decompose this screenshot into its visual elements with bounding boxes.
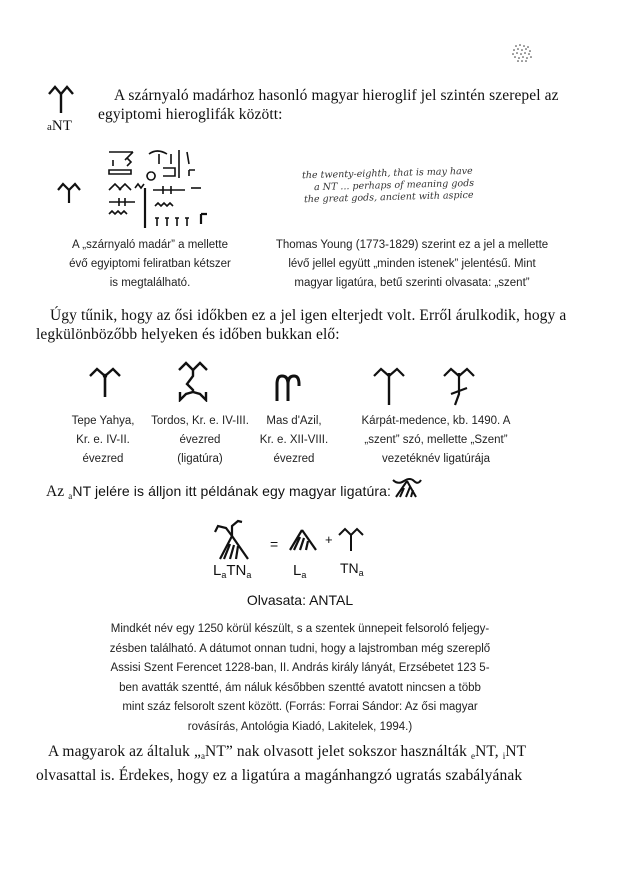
text-part: NT” nak olvasott jelet sokszor használták <box>205 743 471 760</box>
label-part: L <box>293 562 302 579</box>
caption-line: Kárpát-medence, kb. 1490. A <box>361 415 511 427</box>
caption-line: vezetéknév ligatúrája <box>381 453 491 465</box>
label-part: a <box>221 570 227 580</box>
note-line: rovásírás, Antológia Kiadó, Lakitelek, 1994.) <box>187 720 413 733</box>
label-part: TN <box>226 562 247 579</box>
tordos-ligature-glyph <box>176 360 210 402</box>
note-line: zésben található. A dátumot onnan tudni, hogy a lajstromban még szereplő <box>109 642 491 655</box>
caption-line: évezred <box>179 434 221 446</box>
label-part: TN <box>340 560 359 576</box>
handwriting-line: the twenty-eighth, that is may have <box>301 165 473 182</box>
plus-sign: + <box>325 532 333 547</box>
example-caption-tordos <box>140 412 260 469</box>
caption-line: A „szárnyaló madár” a mellette <box>72 239 228 251</box>
page-stamp-mark <box>510 42 534 64</box>
paragraph-spread: Úgy tűnik, hogy az ősi időkben ez a jel igen elterjedt volt. Erről árulkodik, hogy a legkülönbözőbb helyeken és időben bukkan elő: <box>36 307 567 343</box>
example-caption-mas-d-azil <box>244 412 344 469</box>
antal-ligature-inline-glyph <box>392 476 422 498</box>
caption-line: évezred <box>82 453 124 465</box>
szent-surname-ligature-glyph <box>442 364 476 406</box>
final-paragraph <box>36 742 588 785</box>
example-caption-carpathian-basin <box>346 412 526 469</box>
source-note <box>62 620 538 737</box>
la-glyph <box>288 528 318 552</box>
caption-line: Kr. e. IV-II. <box>76 434 130 446</box>
equals-sign: = <box>270 536 279 552</box>
final-line-1 <box>36 742 588 766</box>
label-part: a <box>301 570 307 580</box>
ligature-prefix: Az <box>46 483 69 500</box>
caption-line: magyar ligatúra, betű szerinti olvasata: „szent” <box>294 277 530 289</box>
label-main: NT <box>51 118 72 134</box>
ligature-sub: a <box>68 491 73 501</box>
ant-glyph <box>47 82 75 114</box>
caption-line: Kr. e. XII-VIII. <box>259 434 329 446</box>
antal-ligature-glyph <box>212 518 252 560</box>
caption-line: évezred <box>273 453 315 465</box>
figure-left-caption <box>50 236 250 293</box>
label-part: L <box>213 562 222 579</box>
handwriting-line: a NT ... perhaps of meaning gods <box>313 177 475 194</box>
text-part: A magyarok az általuk „ <box>48 743 201 760</box>
thomas-young-handwriting <box>301 165 475 206</box>
tepe-yahya-glyph <box>88 364 122 398</box>
left-label <box>213 562 251 580</box>
ligature-intro <box>46 482 391 506</box>
label-part: a <box>358 568 364 578</box>
caption-line: Mas d'Azil, <box>266 415 322 427</box>
label-part: a <box>246 570 252 580</box>
text-part: a <box>200 751 206 761</box>
egyptian-hieroglyph-inscription <box>105 148 215 230</box>
caption-line: „szent” szó, mellette „Szent” <box>364 434 508 446</box>
right-label <box>340 560 364 578</box>
note-line: Assisi Szent Ferencet 1228-ban, II. András király lányát, Erzsébetet 123 5- <box>110 662 490 674</box>
note-line: ben avatták szentté, ám náluk későbben szentté avatott nincsen a több <box>119 681 481 694</box>
tna-glyph <box>338 526 364 552</box>
note-line: Mindkét név egy 1250 körül készült, s a szentek ünnepeit felsoroló feljegy- <box>110 623 490 635</box>
caption-line: Tordos, Kr. e. IV-III. <box>151 415 249 427</box>
bird-glyph <box>57 180 81 204</box>
caption-line: is megtalálható. <box>109 277 191 289</box>
mas-d-azil-glyph <box>273 372 303 402</box>
intro-paragraph: A szárnyaló madárhoz hasonló magyar hieroglif jel szintén szerepel az egyiptomi hieroglifák között: <box>98 87 559 123</box>
caption-line: (ligatúra) <box>177 453 223 465</box>
final-line-2: olvasattal is. Érdekes, hogy ez a ligatúra a magánhangzó ugratás szabályának <box>36 767 523 784</box>
szent-glyph <box>372 364 406 406</box>
ligature-main: NT jelére is álljon itt példának egy magyar ligatúra: <box>72 483 392 499</box>
text-part: NT, <box>475 743 503 760</box>
mid-label <box>293 562 306 580</box>
ant-glyph-label <box>47 118 72 135</box>
caption-line: évő egyiptomi feliratban kétszer <box>69 258 231 270</box>
text-part: e <box>470 751 476 761</box>
text-part: i <box>502 751 506 761</box>
handwriting-line: the great gods, ancient with aspice <box>303 189 474 206</box>
reading-label: Olvasata: ANTAL <box>246 592 354 608</box>
caption-line: lévő jellel együtt „minden istenek” jelentésű. Mint <box>288 258 536 270</box>
note-line: mint száz felsorolt szent között. (Forrás: Forrai Sándor: Az ősi magyar <box>122 701 478 713</box>
label-sub: a <box>47 121 52 133</box>
caption-line: Tepe Yahya, <box>71 415 135 427</box>
caption-line: Thomas Young (1773-1829) szerint ez a jel a mellette <box>275 239 549 251</box>
text-part: NT <box>505 743 527 760</box>
figure-right-caption <box>252 236 572 293</box>
